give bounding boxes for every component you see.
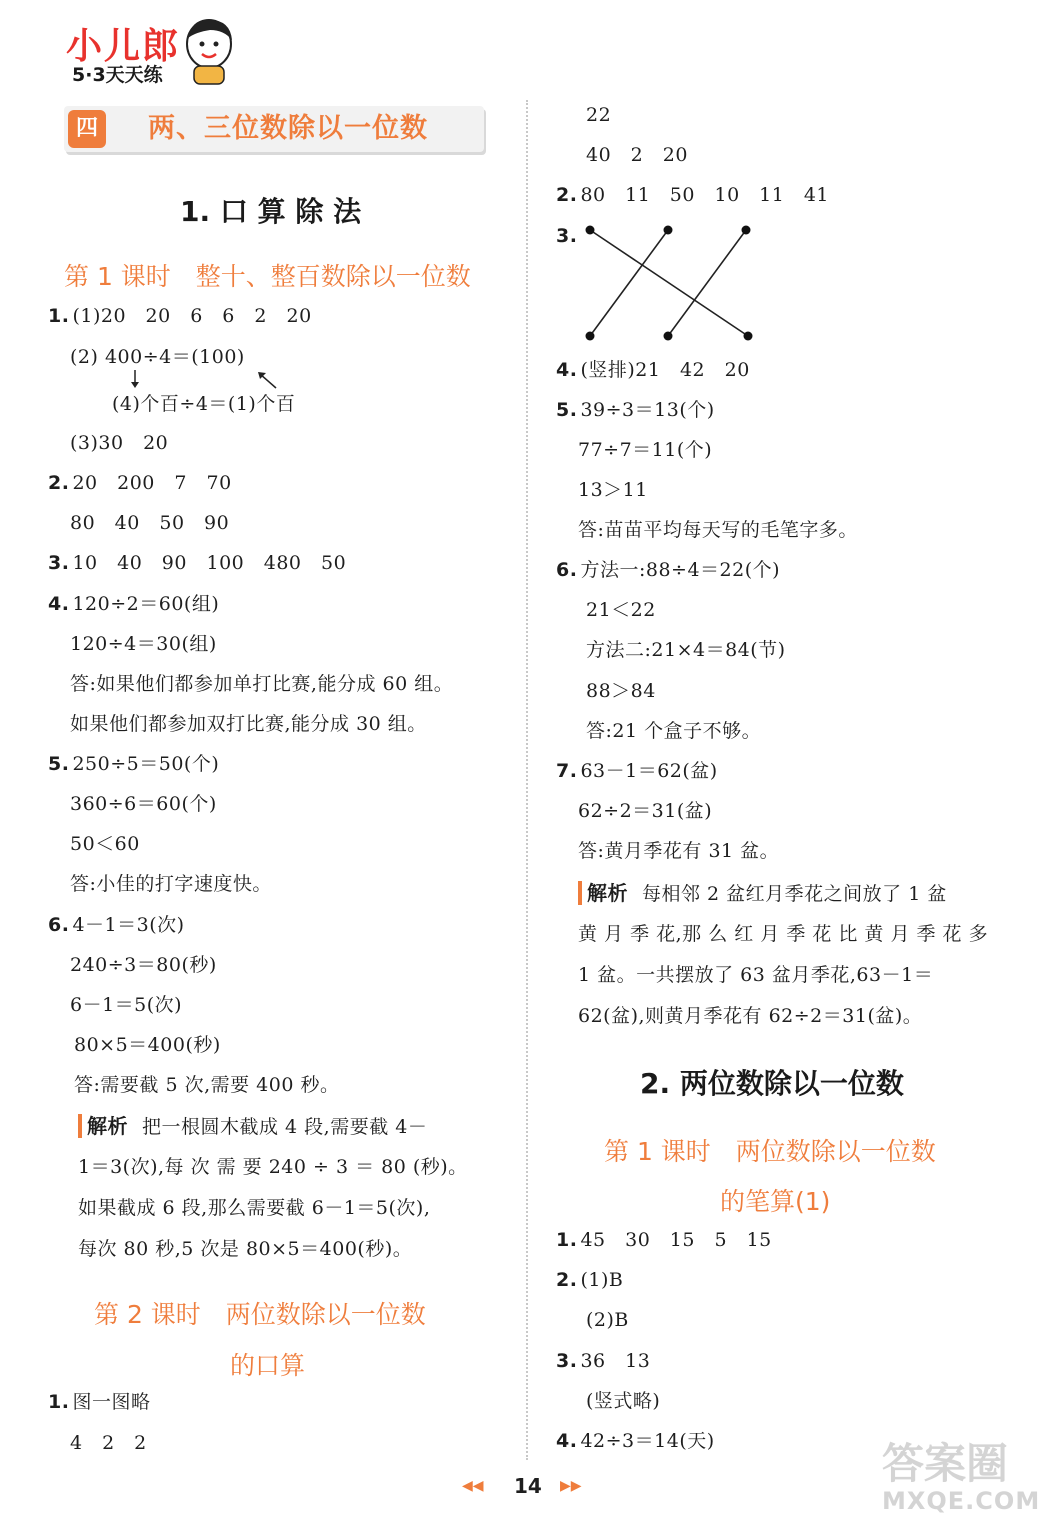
question-number: 1. [556,1229,578,1251]
analysis-line [578,1004,922,1028]
answer-line [70,712,427,736]
analysis-line [78,1196,430,1220]
answer-text: 250÷5＝50(个) [72,753,220,775]
answer-line [556,183,829,207]
answer-line [70,993,182,1017]
answer-line [586,1308,629,1332]
answer-text: (3)30 20 [70,432,169,454]
question-number: 3. [556,1350,578,1372]
answer-text: 答:黄月季花有 31 盆。 [578,840,780,862]
answer-line [112,392,295,416]
question-number: 2. [48,472,70,494]
answer-line [70,953,217,977]
analysis-text: 1 盆。一共摆放了 63 盆月季花,63－1＝ [578,964,934,986]
lesson-title-continued: 的笔算(1) [720,1187,831,1216]
answer-text: 图一图略 [72,1391,151,1413]
mascot-icon [180,16,238,86]
answer-line [48,304,312,328]
answer-text: 63－1＝62(盆) [580,760,718,782]
watermark-title: 答案圈 [882,1439,1009,1488]
question-number: 3. [556,225,578,247]
answer-line [556,1228,772,1252]
answer-text: 答:21 个盒子不够。 [586,720,762,742]
analysis-line [78,1114,427,1139]
prev-page-icon[interactable]: ◀◀ [462,1478,484,1494]
answer-line [556,1349,650,1373]
answer-text: 22 [586,104,612,126]
lesson-title: 第 2 课时 两位数除以一位数 [94,1300,426,1329]
answer-text: 240÷3＝80(秒) [70,954,217,976]
answer-line [70,511,229,535]
answer-line [586,103,611,127]
section-title: 2. 两位数除以一位数 [640,1067,904,1100]
answer-line [70,345,245,369]
answer-text: 如果他们都参加双打比赛,能分成 30 组。 [70,713,427,735]
answer-text: (1)20 20 6 6 2 20 [72,305,312,327]
analysis-line [78,1155,468,1179]
answer-text: 13＞11 [578,479,648,501]
question-number: 6. [48,914,70,936]
answer-text: 45 30 15 5 15 [580,1229,772,1251]
unit-number-badge [68,110,106,148]
answer-text: (竖排)21 42 20 [580,359,750,381]
section-title: 1. 口 算 除 法 [180,195,362,228]
answer-line [70,1431,147,1455]
answer-text: (1)B [580,1269,624,1291]
answer-line [70,632,217,656]
answer-text: 39÷3＝13(个) [580,399,715,421]
arrow-down-icon [128,370,142,390]
answer-line [74,1033,221,1057]
analysis-text: 每次 80 秒,5 次是 80×5＝400(秒)。 [78,1238,413,1260]
answer-line [48,913,185,937]
page-number: 14 [514,1474,542,1498]
answer-text: 62÷2＝31(盆) [578,800,713,822]
brand-name: 小儿郎 [66,26,181,67]
answer-text: 50＜60 [70,833,140,855]
analysis-text: 如果截成 6 段,那么需要截 6－1＝5(次), [78,1197,431,1219]
answer-line [578,438,712,462]
answer-text: 80×5＝400(秒) [74,1034,221,1056]
lesson-title-continued: 的口算 [230,1351,306,1380]
arrow-up-left-icon [256,370,280,390]
question-number: 4. [556,1430,578,1452]
analysis-text: 1＝3(次),每 次 需 要 240 ÷ 3 ＝ 80 (秒)。 [78,1156,468,1178]
answer-line [556,358,750,382]
answer-text: 方法一:88÷4＝22(个) [580,559,781,581]
analysis-label: 解析 [78,1114,128,1138]
question-number: 4. [48,593,70,615]
answer-text: 77÷7＝11(个) [578,439,713,461]
question-number: 5. [556,399,578,421]
question-number: 2. [556,184,578,206]
answer-text: 答:苗苗平均每天写的毛笔字多。 [578,519,858,541]
unit-banner [64,106,484,152]
analysis-text: 每相邻 2 盆红月季花之间放了 1 盆 [642,883,947,905]
answer-line [48,752,219,776]
answer-text: 120÷4＝30(组) [70,633,217,655]
answer-text: 10 40 90 100 480 50 [72,552,347,574]
answer-line [556,558,780,582]
answer-text: 4－1＝3(次) [72,914,185,936]
answer-line [556,1429,715,1453]
answer-text: (竖式略) [586,1390,661,1412]
answer-line [586,679,656,703]
lesson-title: 第 1 课时 两位数除以一位数 [604,1137,936,1166]
question-number: 7. [556,760,578,782]
answer-line [48,1390,150,1414]
question-number: 2. [556,1269,578,1291]
answer-text: 20 200 7 70 [72,472,232,494]
watermark-url: MXQE.COM [882,1487,1041,1515]
analysis-text: 黄 月 季 花,那 么 红 月 季 花 比 黄 月 季 花 多 [578,923,989,945]
answer-text: 答:需要截 5 次,需要 400 秒。 [74,1074,340,1096]
question-number: 5. [48,753,70,775]
answer-line [578,839,779,863]
answer-text: 40 2 20 [586,144,688,166]
answer-text: 4 2 2 [70,1432,147,1454]
answer-line [70,872,272,896]
answer-line [556,759,718,783]
answer-text: 80 40 50 90 [70,512,230,534]
answer-line [70,431,168,455]
answer-line [586,598,656,622]
answer-line [556,224,580,248]
answer-text: 21＜22 [586,599,656,621]
question-number: 1. [48,1391,70,1413]
analysis-line [578,922,988,946]
brand-series: 5·3天天练 [72,64,163,86]
analysis-line [578,881,947,906]
matching-lines-diagram [580,222,760,346]
answer-line [586,143,688,167]
answer-text: (2)B [586,1309,629,1331]
answer-line [48,592,219,616]
answer-line [578,799,712,823]
question-number: 3. [48,552,70,574]
answer-text: 360÷6＝60(个) [70,793,217,815]
answer-line [70,832,140,856]
answer-text: 方法二:21×4＝84(节) [586,639,786,661]
answer-text: (4)个百÷4＝(1)个百 [112,393,296,415]
answer-text: (2) 400÷4＝(100) [70,346,245,368]
question-number: 1. [48,305,70,327]
answer-line [586,1389,660,1413]
answer-line [70,792,217,816]
answer-line [578,518,858,542]
answer-line [586,638,786,662]
unit-title: 两、三位数除以一位数 [148,113,428,144]
answer-text: 80 11 50 10 11 41 [580,184,830,206]
answer-text: 88＞84 [586,680,656,702]
answer-line [48,471,232,495]
answer-line [578,478,648,502]
question-number: 4. [556,359,578,381]
analysis-text: 62(盆),则黄月季花有 62÷2＝31(盆)。 [578,1005,923,1027]
answer-line [556,398,715,422]
analysis-text: 把一根圆木截成 4 段,需要截 4－ [142,1116,428,1138]
analysis-line [78,1237,412,1261]
answer-text: 答:小佳的打字速度快。 [70,873,272,895]
answer-text: 答:如果他们都参加单打比赛,能分成 60 组。 [70,673,454,695]
analysis-label: 解析 [578,881,628,905]
answer-line [74,1073,339,1097]
answer-text: 6－1＝5(次) [70,994,183,1016]
answer-text: 42÷3＝14(天) [580,1430,715,1452]
lesson-title: 第 1 课时 整十、整百数除以一位数 [64,262,471,291]
answer-text: 36 13 [580,1350,651,1372]
answer-line [586,719,761,743]
answer-text: 120÷2＝60(组) [72,593,220,615]
analysis-line [578,963,933,987]
answer-line [70,672,453,696]
column-divider [526,100,528,1460]
answer-line [556,1268,623,1292]
next-page-icon[interactable]: ▶▶ [560,1478,582,1494]
answer-line [48,551,346,575]
question-number: 6. [556,559,578,581]
watermark [882,1440,1040,1514]
unit-number: 四 [75,116,98,141]
